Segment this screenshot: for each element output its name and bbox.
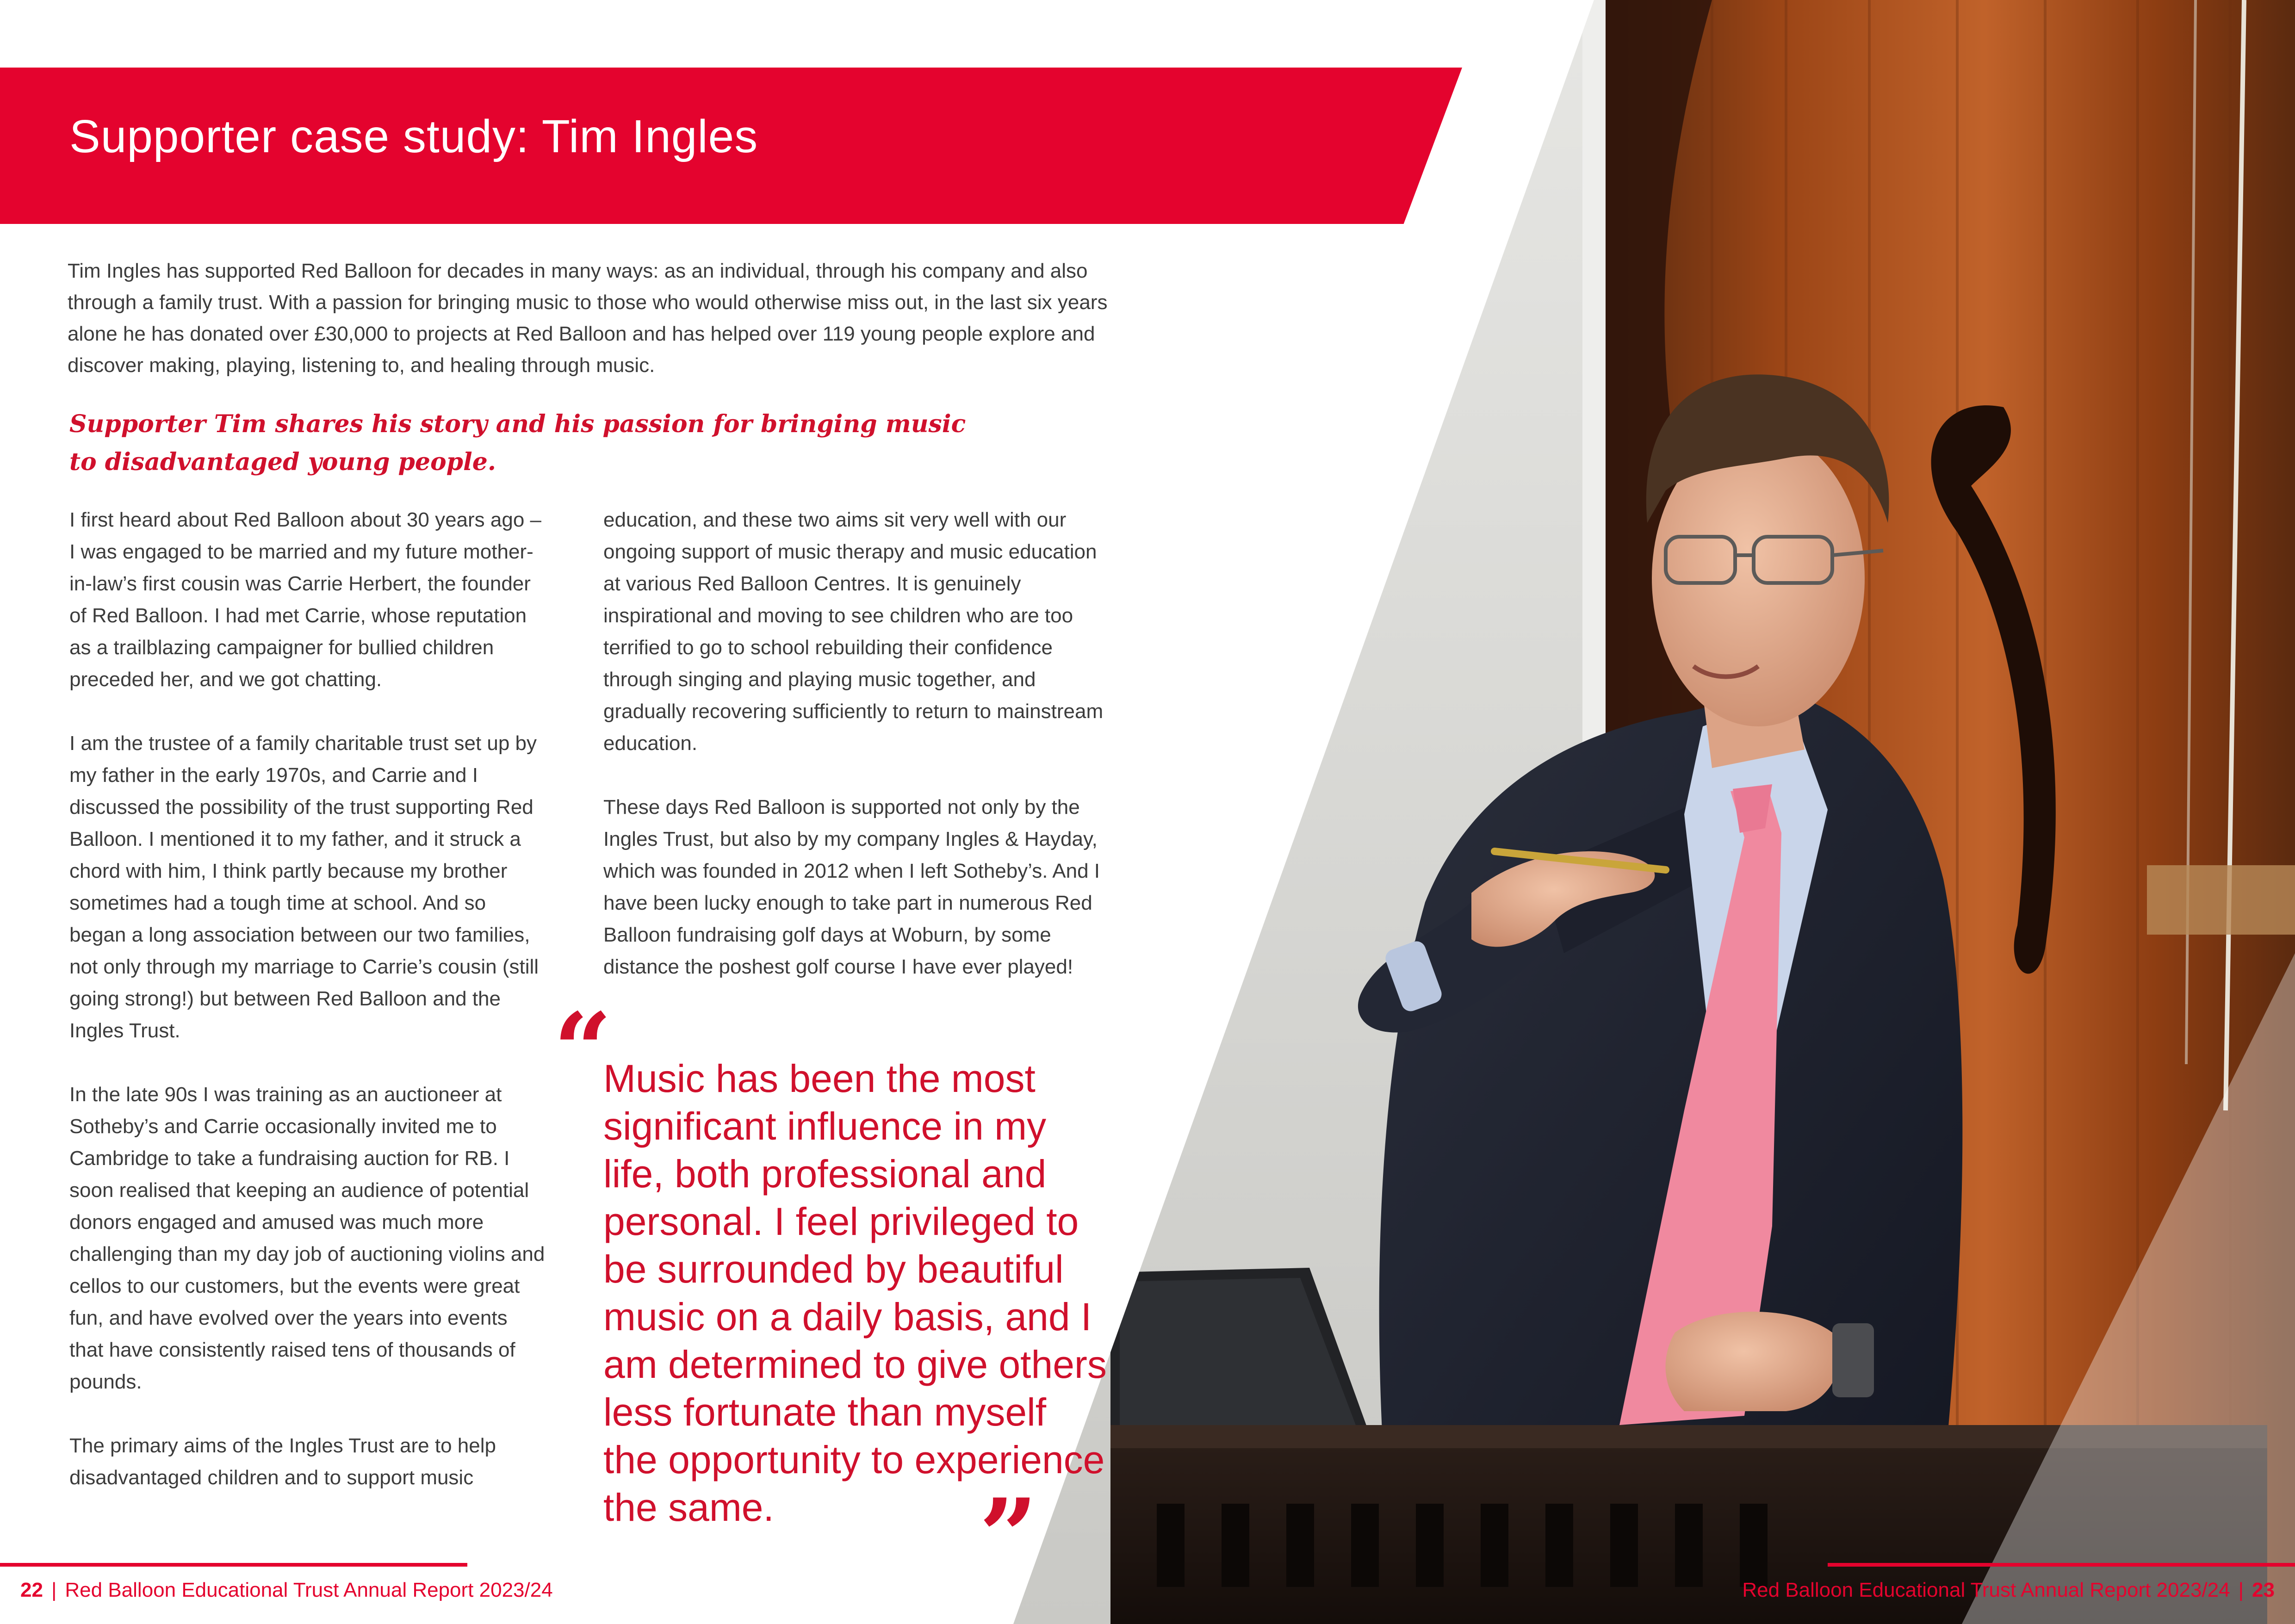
footer-separator: | [2238,1579,2244,1601]
body-paragraph: education, and these two aims sit very well with our ongoing support of music therapy and music education at various Red Balloon Centres. It is genuinely inspirational and moving to see children who are too terrified to go to school rebuilding their confidence through singing and playing music together, and gradually recovering sufficiently to return to mainstream education. [603,508,1104,755]
footer-right [1742,1579,2275,1602]
body-column-right [603,504,1108,983]
body-column-left [69,504,546,1494]
footer-separator: | [51,1579,57,1601]
body-paragraph: In the late 90s I was training as an auctioneer at Sotheby’s and Carrie occasionally invited me to Cambridge to take a fundraising auction for RB. I soon realised that keeping an audience of potential donors engaged and amused was much more challenging than my day job of auctioning violins and cellos to our customers, but the events were great fun, and have evolved over the years into events that have consistently raised tens of thousands of pounds. [69,1083,545,1393]
footer-rule-left [0,1563,467,1567]
close-quote-icon: ” [979,1476,1038,1596]
standfirst: Supporter Tim shares his story and his passion for bringing music to disadvantaged young people. [69,410,966,476]
page-number-right: 23 [2252,1579,2275,1601]
footer-rule-right [1828,1563,2295,1567]
open-quote-icon: “ [553,990,612,1110]
pull-quote: Music has been the most significant influence in my life, both professional and personal. I feel privileged to be surrounded by beautiful music on a daily basis, and I am determined to give others less fortunate than myself the opportunity to experience the same. [603,1057,1107,1529]
footer-title-left: Red Balloon Educational Trust Annual Report 2023/24 [65,1579,553,1601]
intro-paragraph: Tim Ingles has supported Red Balloon for decades in many ways: as an individual, through his company and also through a family trust. With a passion for bringing music to those who would otherwise miss out, in the last six years alone he has donated over £30,000 to projects at Red Balloon and has helped over 119 young people explore and discover making, playing, listening to, and healing through music. [68,260,1108,377]
page-number-left: 22 [20,1579,43,1601]
body-paragraph: I am the trustee of a family charitable trust set up by my father in the early 1970s, and Carrie and I discussed the possibility of the trust supporting Red Balloon. I mentioned it to my father, and it struck a chord with him, I think partly because my brother sometimes had a tough time at school. And so began a long association between our two families, not only through my marriage to Carrie’s cousin (still going strong!) but between Red Balloon and the Ingles Trust. [69,732,539,1042]
body-paragraph: These days Red Balloon is supported not only by the Ingles Trust, but also by my company Ingles & Hayday, which was founded in 2012 when I left Sotheby’s. And I have been lucky enough to take part in numerous Red Balloon fundraising golf days at Woburn, by some distance the poshest golf course I have ever played! [603,796,1100,978]
body-paragraph: I first heard about Red Balloon about 30 years ago – I was engaged to be married and my future mother-in-law’s first cousin was Carrie Herbert, the founder of Red Balloon. I had met Carrie, whose reputation as a trailblazing campaigner for bullied children preceded her, and we got chatting. [69,508,542,691]
page-title: Supporter case study: Tim Ingles [69,111,758,162]
footer-title-right: Red Balloon Educational Trust Annual Report 2023/24 [1742,1579,2230,1601]
body-paragraph: The primary aims of the Ingles Trust are to help disadvantaged children and to support music [69,1434,496,1489]
footer-left [20,1579,553,1602]
